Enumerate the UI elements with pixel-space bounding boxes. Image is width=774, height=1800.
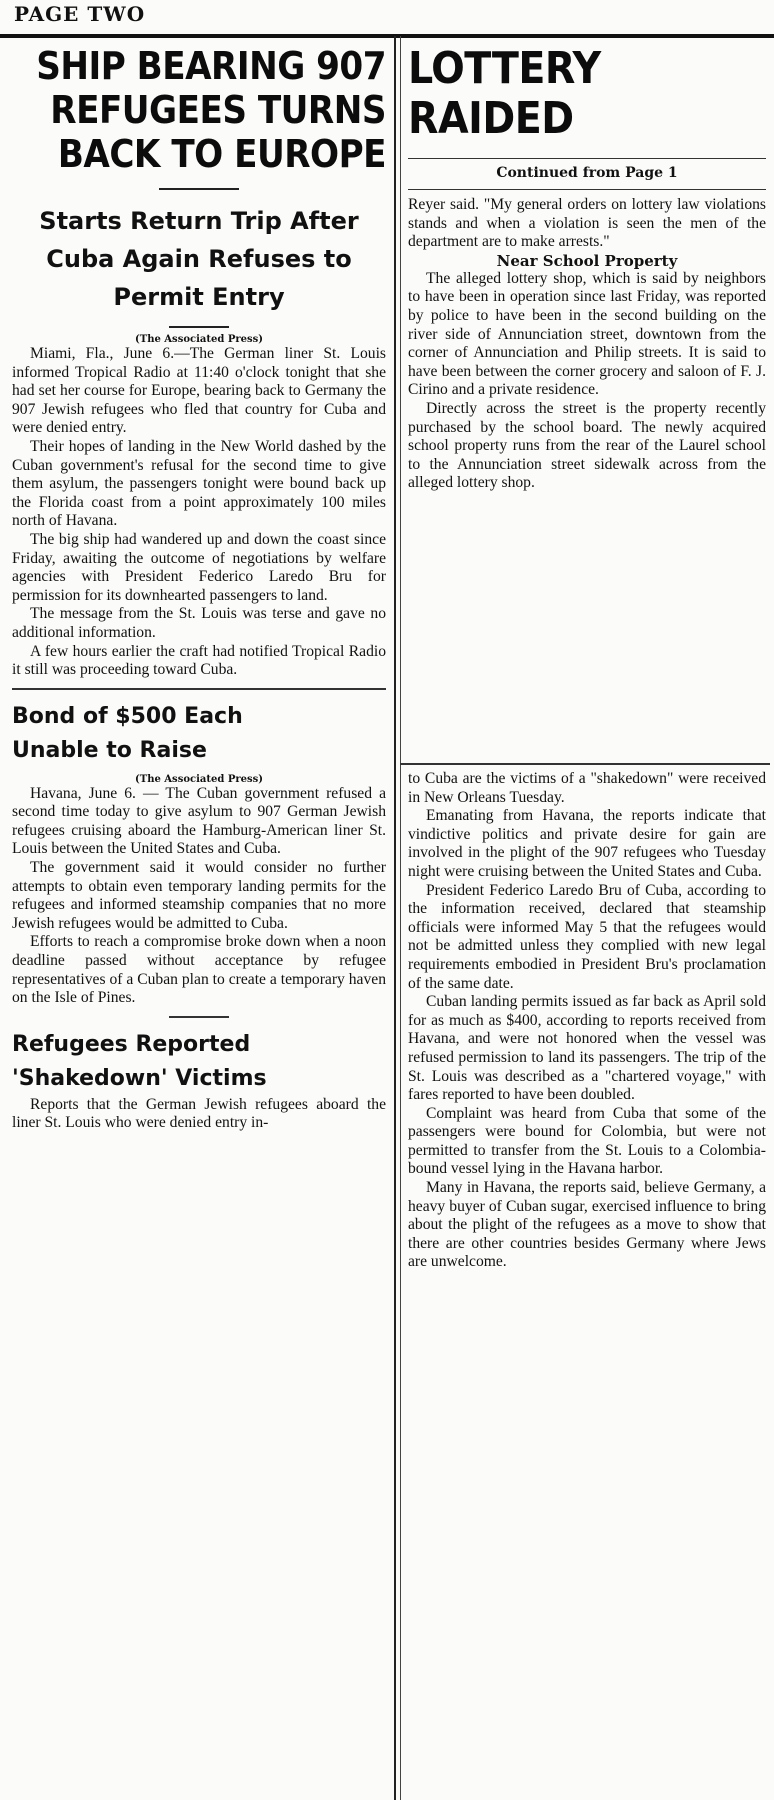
left-column (12, 44, 386, 1133)
column-rule-inner (400, 36, 401, 1800)
article-paragraph: Many in Havana, the reports said, believe Germany, a heavy buyer of Cuban sugar, exercised influence to bring about the plight of the refugees as a move to show that there are other countries besides Germany where Jews are unwelcome. (408, 1179, 766, 1271)
section-rule (169, 1016, 229, 1018)
headline-rule (159, 188, 239, 190)
section-rule (12, 688, 386, 690)
ship-headline-line: BACK TO EUROPE (57, 132, 386, 176)
continued-rule (408, 158, 766, 159)
article-paragraph: Emanating from Havana, the reports indicate that vindictive politics and private desire for gain are involved in the plight of the 907 refugees who Tuesday night were cruising between the United States and Cuba. (408, 807, 766, 880)
right-column-top (408, 44, 766, 493)
deck-rule (169, 326, 229, 328)
inline-subhead: Near School Property (496, 251, 678, 270)
credit-line: (The Associated Press) (135, 773, 263, 785)
article-paragraph: The message from the St. Louis was terse and gave no additional information. (12, 605, 386, 641)
article-paragraph: President Federico Laredo Bru of Cuba, according to the information received, declared that steamship officials were informed May 5 that the refugees would not be admitted unless they complied with new legal requirements embodied in President Bru's proclamation of the same date. (408, 881, 766, 992)
subhead-line: Unable to Raise (12, 737, 207, 763)
article-paragraph: Directly across the street is the property recently purchased by the school board. The newly acquired school property runs from the rear of the Laurel school to the Annunciation street sidewalk across from the alleged lottery shop. (408, 399, 766, 492)
article-paragraph: to Cuba are the victims of a "shakedown" were received in New Orleans Tuesday. (408, 770, 766, 806)
continued-rule (408, 189, 766, 190)
story-break-rule (400, 763, 770, 765)
article-paragraph: Miami, Fla., June 6.—The German liner St. Louis informed Tropical Radio at 11:40 o'clock tonight that she had set her course for Europe, bearing back to Germany the 907 Jewish refugees who fled that country for Cuba and were denied entry. (12, 345, 386, 437)
lottery-headline: LOTTERY RAIDED (408, 43, 601, 144)
article-paragraph: Efforts to reach a compromise broke down when a noon deadline passed without acceptance by refugee representatives of a Cuban plan to create a temporary haven on the Isle of Pines. (12, 933, 386, 1007)
continued-from: Continued from Page 1 (496, 165, 678, 181)
folio-rule (0, 34, 774, 38)
article-paragraph: Their hopes of landing in the New World dashed by the Cuban government's refusal for the second time to give them asylum, the passengers tonight were bound back up the Florida coast from a point approximately 100 miles north of Havana. (12, 437, 386, 530)
article-paragraph: Complaint was heard from Cuba that some of the passengers were bound for Colombia, but were not permitted to transfer from the St. Louis to a Colombia-bound vessel lying in the Havana harbor. (408, 1104, 766, 1178)
credit-line: (The Associated Press) (135, 334, 263, 345)
ship-headline-line: REFUGEES TURNS (50, 88, 386, 132)
article-paragraph: The big ship had wandered up and down the coast since Friday, awaiting the outcome of negotiations by welfare agencies with President Federico Laredo Bru for permission for its downhearted passengers to land. (12, 530, 386, 604)
article-paragraph: The alleged lottery shop, which is said by neighbors to have been in operation since last Friday, was reported by police to have been in the second building on the river side of Annunciation street, downtown from the corner of Annunciation and Philip streets. It is said to have been between the corner grocery and saloon of F. J. Cirino and a private residence. (408, 269, 766, 399)
deck-line: Starts Return Trip After (39, 207, 359, 235)
subhead-line: Bond of $500 Each (12, 703, 243, 729)
bond-subhead (12, 700, 386, 768)
ship-deck (12, 202, 386, 316)
subhead-line: 'Shakedown' Victims (12, 1065, 267, 1091)
subhead-line: Refugees Reported (12, 1031, 251, 1057)
deck-line: Permit Entry (113, 283, 285, 311)
article-paragraph: The government said it would consider no further attempts to obtain even temporary landing permits for the refugees and informed steamship companies that no more Jewish refugees would be admitted to Cuba. (12, 859, 386, 932)
ship-headline-line: SHIP BEARING 907 (36, 44, 386, 88)
shakedown-subhead (12, 1028, 386, 1096)
right-column-continuation (408, 770, 766, 1272)
article-paragraph: Havana, June 6. — The Cuban government refused a second time today to give asylum to 907 German Jewish refugees cruising aboard the Hamburg-American liner St. Louis between the United States and Cuba. (12, 784, 386, 858)
article-paragraph: Reyer said. "My general orders on lottery law violations stands and when a violation is seen the men of the department are to make arrests." (408, 196, 766, 251)
article-paragraph: Reports that the German Jewish refugees aboard the liner St. Louis who were denied entry in- (12, 1095, 386, 1132)
ship-headline (12, 44, 386, 176)
folio: PAGE TWO (14, 2, 146, 26)
column-rule (394, 36, 396, 1800)
deck-line: Cuba Again Refuses to (46, 245, 352, 273)
article-paragraph: A few hours earlier the craft had notified Tropical Radio it still was proceeding toward Cuba. (12, 642, 386, 679)
article-paragraph: Cuban landing permits issued as far back as April sold for as much as $400, according to reports received from Havana, and were not honored when the vessel was refused permission to land its passengers. The trip of the St. Louis was described as a "chartered voyage," with fares reported to have been doubled. (408, 993, 766, 1104)
